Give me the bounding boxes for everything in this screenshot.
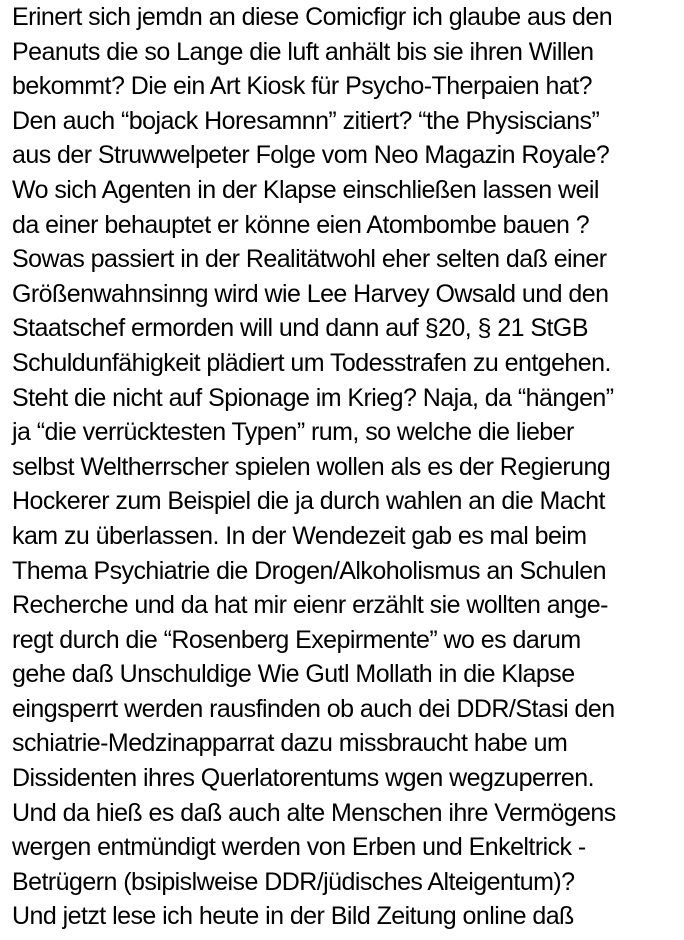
text-line: Hockerer zum Beispiel die ja durch wahlen an die Macht (12, 487, 605, 516)
text-line: da einer behauptet er könne eien Atombombe bauen ? (12, 210, 590, 239)
text-line: Peanuts die so Lange die luft anhält bis sie ihren Willen (12, 37, 594, 66)
text-line: wergen entmündigt werden von Erben und Enkeltrick - (12, 833, 586, 862)
text-line: Und da hieß es daß auch alte Menschen ihre Vermögens (12, 798, 616, 827)
text-line: Steht die nicht auf Spionage im Krieg? Naja, da “hängen” (12, 383, 614, 412)
text-line: Größenwahnsinng wird wie Lee Harvey Owsald und den (12, 279, 609, 308)
text-line: ja “die verrücktesten Typen” rum, so welche die lieber (12, 418, 574, 447)
text-line: Erinert sich jemdn an diese Comicfigr ich glaube aus den (12, 3, 613, 31)
text-line: Recherche und da hat mir eienr erzählt sie wollten ange- (12, 591, 608, 620)
text-line: Thema Psychiatrie die Drogen/Alkoholismus an Schulen (12, 556, 606, 585)
text-line: kam zu überlassen. In der Wendezeit gab es mal beim (12, 521, 587, 550)
text-line: Den auch “bojack Horesamnn” zitiert? “the Physiscians” (12, 106, 600, 135)
text-line: Dissidenten ihres Querlatorentums wgen wegzuperren. (12, 764, 594, 793)
text-line: Schuldunfähigkeit plädiert um Todesstrafen zu entgehen. (12, 348, 611, 377)
text-line: gehe daß Unschuldige Wie Gutl Mollath in die Klapse (12, 660, 575, 689)
text-line: bekommt? Die ein Art Kiosk für Psycho-Therpaien hat? (12, 72, 593, 101)
text-line: eingsperrt werden rausfinden ob auch dei DDR/Stasi den (12, 694, 615, 723)
text-line: selbst Weltherrscher spielen wollen als es der Regierung (12, 452, 611, 481)
text-line: Sowas passiert in der Realitätwohl eher selten daß einer (12, 245, 607, 274)
text-line: schiatrie-Medzinapparrat dazu missbraucht habe um (12, 729, 568, 758)
text-line: Staatschef ermorden will und dann auf §20, § 21 StGB (12, 314, 588, 343)
text-line: aus der Struwwelpeter Folge vom Neo Magazin Royale? (12, 141, 610, 170)
text-line: Betrügern (bsipislweise DDR/jüdisches Alteigentum)? (12, 867, 575, 896)
text-line: Und jetzt lese ich heute in der Bild Zeitung online daß (12, 902, 574, 931)
body-text (12, 0, 680, 934)
text-line: regt durch die “Rosenberg Exepirmente” wo es darum (12, 625, 581, 654)
text-line: Wo sich Agenten in der Klapse einschließen lassen weil (12, 175, 599, 204)
